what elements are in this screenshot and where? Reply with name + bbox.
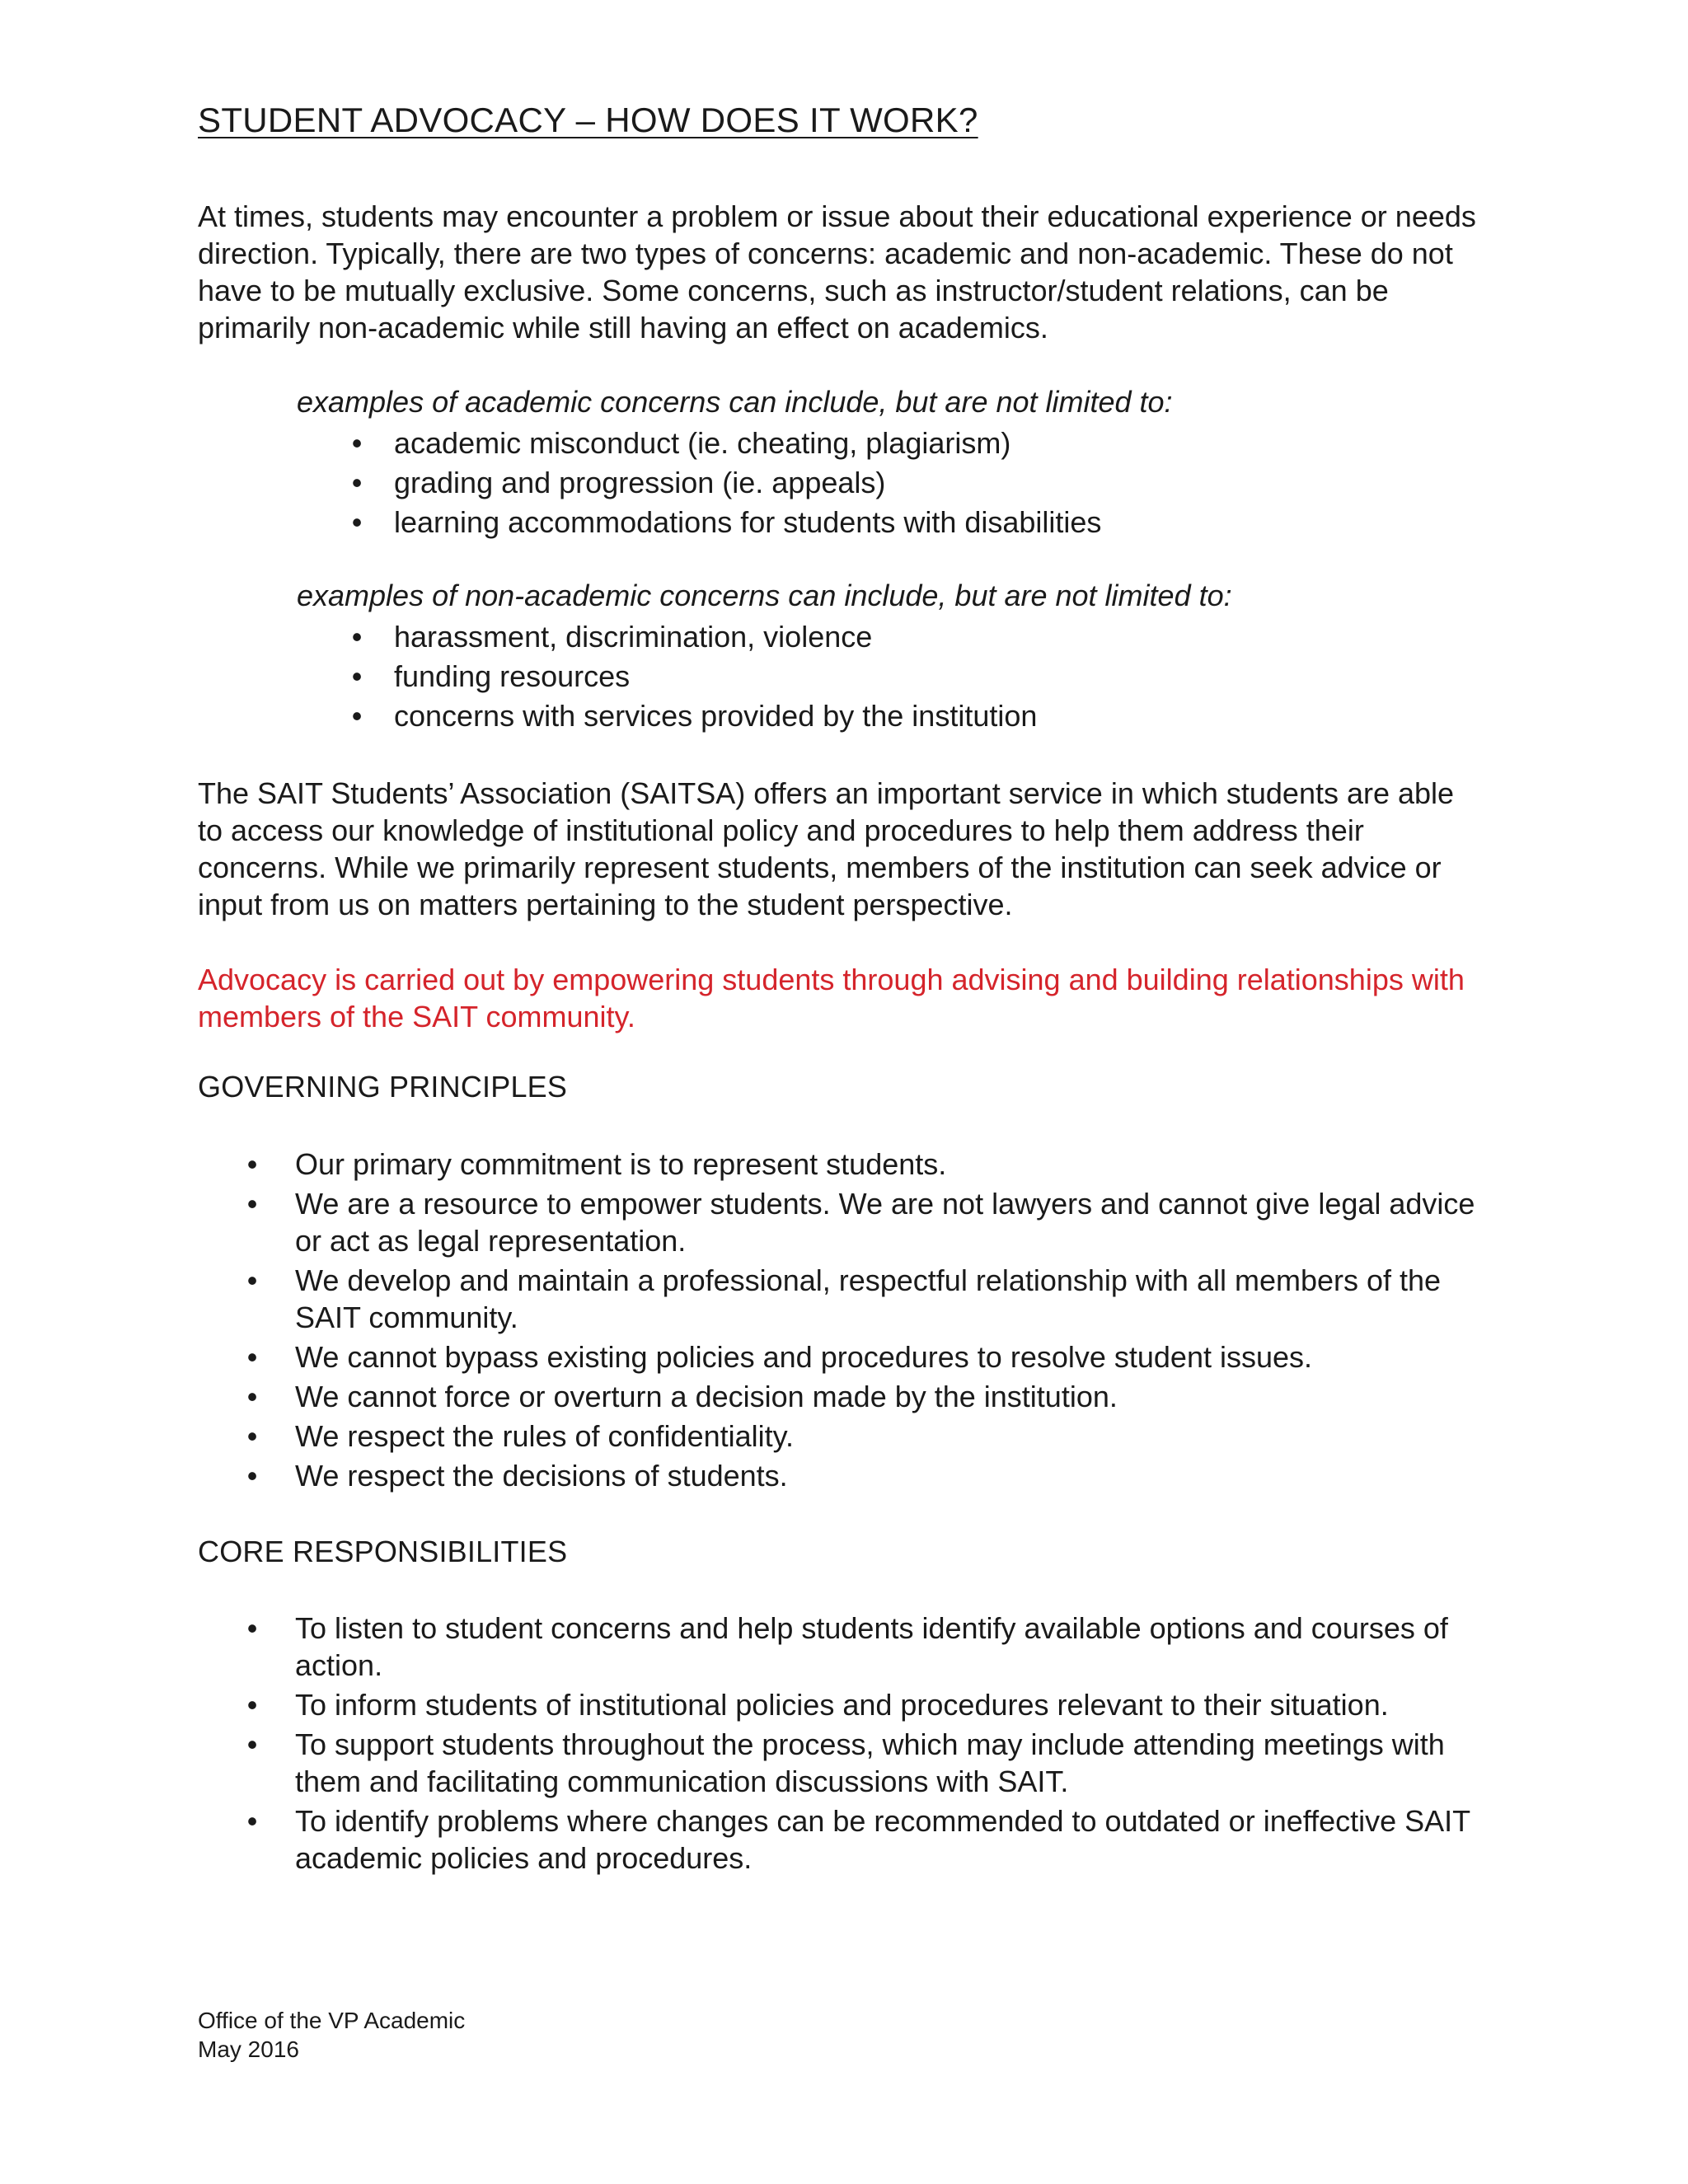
governing-principles-list xyxy=(198,1146,1484,1497)
list-item xyxy=(297,424,1484,463)
bullet-icon: • xyxy=(351,659,363,693)
list-item xyxy=(198,1185,1484,1259)
list-item-text: academic misconduct (ie. cheating, plagiarism) xyxy=(394,426,1011,460)
list-item-text: Our primary commitment is to represent students. xyxy=(295,1147,947,1181)
bullet-icon: • xyxy=(246,1147,258,1181)
list-item xyxy=(198,1378,1484,1415)
governing-principles-heading: GOVERNING PRINCIPLES xyxy=(198,1070,568,1104)
list-item-text: We respect the rules of confidentiality. xyxy=(295,1419,794,1453)
list-item-text: To listen to student concerns and help students identify available options and courses of action. xyxy=(295,1611,1448,1682)
list-item-text: To support students throughout the process, which may include attending meetings with them and facilitating communication discussions with SAIT. xyxy=(295,1727,1445,1798)
saitsa-paragraph: The SAIT Students’ Association (SAITSA) offers an important service in which students are able to access our knowledge of institutional policy and procedures to help them address their concerns. While we primarily represent students, members of the institution can seek advice or input from us on matters pertaining to the student perspective. xyxy=(198,776,1455,921)
bullet-icon: • xyxy=(246,1263,258,1297)
list-item-text: funding resources xyxy=(394,659,631,693)
bullet-icon: • xyxy=(246,1380,258,1413)
academic-examples-heading: examples of academic concerns can include, but are not limited to: xyxy=(297,385,1173,419)
bullet-icon: • xyxy=(351,466,363,499)
bullet-icon: • xyxy=(246,1688,258,1722)
non-academic-examples xyxy=(297,577,1484,736)
list-item xyxy=(198,1802,1484,1877)
list-item-text: learning accommodations for students with disabilities xyxy=(394,505,1102,539)
list-item xyxy=(198,1610,1484,1684)
core-responsibilities-list xyxy=(198,1610,1484,1879)
bullet-icon: • xyxy=(351,699,363,733)
bullet-icon: • xyxy=(246,1804,258,1838)
non-academic-examples-list xyxy=(297,617,1484,736)
list-item xyxy=(297,657,1484,696)
list-item-text: We cannot bypass existing policies and procedures to resolve student issues. xyxy=(295,1340,1313,1374)
list-item xyxy=(198,1262,1484,1336)
list-item xyxy=(198,1418,1484,1455)
bullet-icon: • xyxy=(246,1459,258,1493)
academic-examples-list xyxy=(297,424,1484,542)
list-item-text: grading and progression (ie. appeals) xyxy=(394,466,886,499)
list-item xyxy=(198,1338,1484,1376)
bullet-icon: • xyxy=(351,505,363,539)
footer-office: Office of the VP Academic xyxy=(198,2008,466,2033)
list-item-text: harassment, discrimination, violence xyxy=(394,620,873,654)
non-academic-examples-heading: examples of non-academic concerns can include, but are not limited to: xyxy=(297,579,1232,612)
page-title: STUDENT ADVOCACY – HOW DOES IT WORK? xyxy=(198,101,978,139)
list-item xyxy=(297,503,1484,542)
list-item-text: We develop and maintain a professional, respectful relationship with all members of the SAIT community. xyxy=(295,1263,1442,1334)
list-item xyxy=(297,463,1484,503)
bullet-icon: • xyxy=(246,1611,258,1645)
bullet-icon: • xyxy=(351,620,363,654)
list-item-text: We are a resource to empower students. We are not lawyers and cannot give legal advice or act as legal representation. xyxy=(295,1187,1475,1258)
list-item-text: concerns with services provided by the institution xyxy=(394,699,1038,733)
bullet-icon: • xyxy=(246,1340,258,1374)
footer-date: May 2016 xyxy=(198,2036,299,2062)
bullet-icon: • xyxy=(351,426,363,460)
list-item xyxy=(198,1146,1484,1183)
list-item-text: To inform students of institutional policies and procedures relevant to their situation. xyxy=(295,1688,1389,1722)
core-responsibilities-heading: CORE RESPONSIBILITIES xyxy=(198,1535,568,1568)
footer xyxy=(198,2006,465,2064)
list-item xyxy=(297,696,1484,736)
bullet-icon: • xyxy=(246,1419,258,1453)
list-item-text: We cannot force or overturn a decision made by the institution. xyxy=(295,1380,1118,1413)
bullet-icon: • xyxy=(246,1727,258,1761)
list-item xyxy=(297,617,1484,657)
list-item xyxy=(198,1726,1484,1800)
list-item-text: To identify problems where changes can be recommended to outdated or ineffective SAIT academic policies and procedures. xyxy=(295,1804,1470,1875)
intro-paragraph: At times, students may encounter a problem or issue about their educational experience or needs direction. Typically, there are two types of concerns: academic and non-academic. These do not have to be mutually exclusive. Some concerns, such as instructor/student relations, can be primarily non-academic while still having an effect on academics. xyxy=(198,199,1476,344)
list-item-text: We respect the decisions of students. xyxy=(295,1459,788,1493)
list-item xyxy=(198,1686,1484,1723)
list-item xyxy=(198,1457,1484,1494)
bullet-icon: • xyxy=(246,1187,258,1221)
advocacy-statement: Advocacy is carried out by empowering students through advising and building relationships with members of the SAIT community. xyxy=(198,963,1465,1033)
academic-examples xyxy=(297,383,1484,542)
